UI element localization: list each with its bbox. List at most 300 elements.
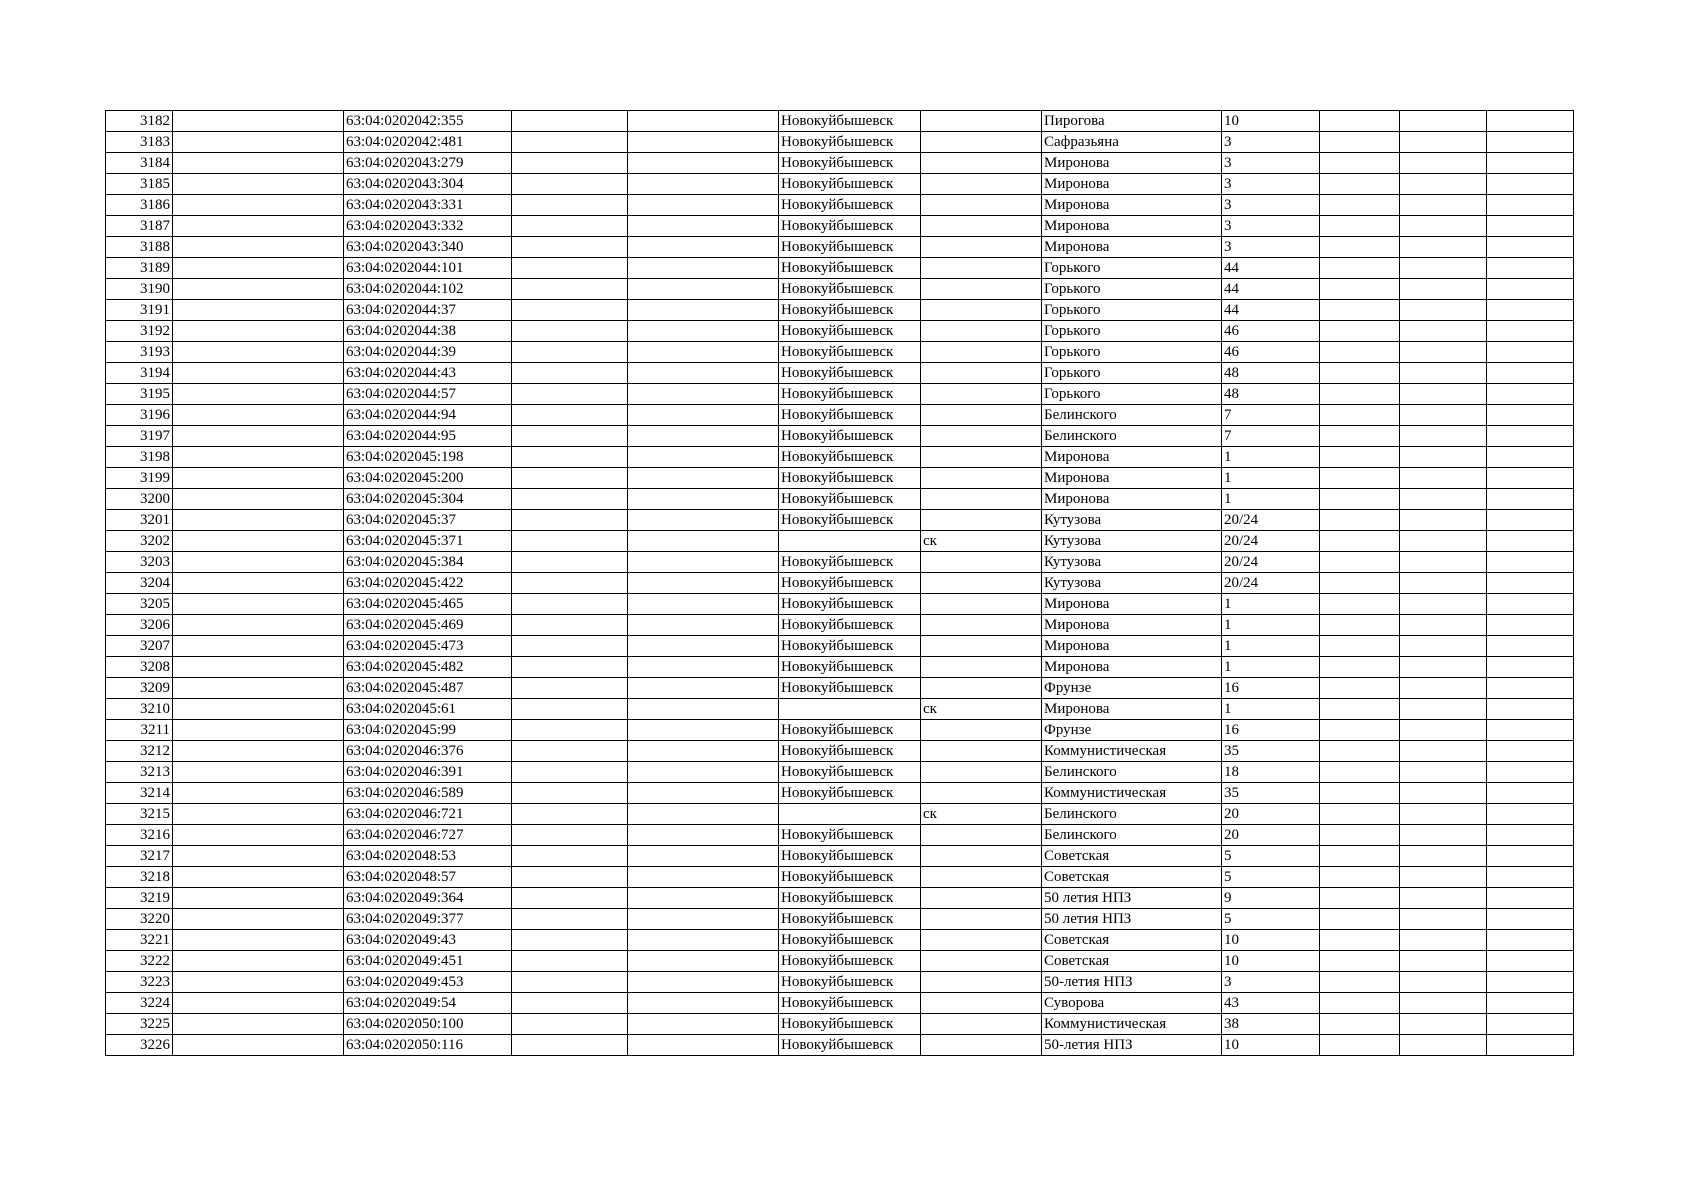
street-cell: Горького	[1042, 300, 1222, 321]
col-l-cell	[1487, 174, 1574, 195]
col-e-cell	[628, 300, 779, 321]
col-e-cell	[628, 636, 779, 657]
col-d-cell	[512, 489, 628, 510]
city-cell: Новокуйбышевск	[779, 300, 921, 321]
table-row	[106, 405, 1574, 426]
col-l-cell	[1487, 741, 1574, 762]
cadastral-number-cell: 63:04:0202045:422	[344, 573, 512, 594]
col-e-cell	[628, 384, 779, 405]
table-row	[106, 531, 1574, 552]
col-e-cell	[628, 951, 779, 972]
col-l-cell	[1487, 405, 1574, 426]
house-number-cell: 46	[1222, 342, 1320, 363]
street-cell: Белинского	[1042, 804, 1222, 825]
col-j-cell	[1320, 804, 1400, 825]
col-d-cell	[512, 111, 628, 132]
cadastral-number-cell: 63:04:0202046:391	[344, 762, 512, 783]
col-k-cell	[1400, 741, 1487, 762]
col-k-cell	[1400, 384, 1487, 405]
col-b-cell	[173, 741, 344, 762]
col-k-cell	[1400, 279, 1487, 300]
house-number-cell: 3	[1222, 132, 1320, 153]
cadastral-number-cell: 63:04:0202044:39	[344, 342, 512, 363]
row-number-cell: 3203	[106, 552, 173, 573]
cadastral-number-cell: 63:04:0202044:102	[344, 279, 512, 300]
settlement-type-cell	[921, 909, 1042, 930]
table-row	[106, 804, 1574, 825]
col-j-cell	[1320, 195, 1400, 216]
city-cell	[779, 699, 921, 720]
house-number-cell: 3	[1222, 237, 1320, 258]
col-b-cell	[173, 405, 344, 426]
table-row	[106, 195, 1574, 216]
col-d-cell	[512, 216, 628, 237]
col-k-cell	[1400, 510, 1487, 531]
street-cell: Суворова	[1042, 993, 1222, 1014]
col-d-cell	[512, 1014, 628, 1035]
col-k-cell	[1400, 783, 1487, 804]
col-l-cell	[1487, 384, 1574, 405]
col-d-cell	[512, 195, 628, 216]
row-number-cell: 3198	[106, 447, 173, 468]
col-d-cell	[512, 594, 628, 615]
col-k-cell	[1400, 972, 1487, 993]
settlement-type-cell	[921, 552, 1042, 573]
house-number-cell: 7	[1222, 405, 1320, 426]
col-b-cell	[173, 636, 344, 657]
col-b-cell	[173, 321, 344, 342]
col-l-cell	[1487, 1014, 1574, 1035]
settlement-type-cell	[921, 468, 1042, 489]
row-number-cell: 3226	[106, 1035, 173, 1056]
col-d-cell	[512, 153, 628, 174]
house-number-cell: 10	[1222, 1035, 1320, 1056]
col-j-cell	[1320, 447, 1400, 468]
settlement-type-cell	[921, 447, 1042, 468]
house-number-cell: 1	[1222, 489, 1320, 510]
col-l-cell	[1487, 132, 1574, 153]
col-k-cell	[1400, 552, 1487, 573]
col-l-cell	[1487, 552, 1574, 573]
col-b-cell	[173, 237, 344, 258]
settlement-type-cell	[921, 615, 1042, 636]
col-b-cell	[173, 174, 344, 195]
col-k-cell	[1400, 132, 1487, 153]
settlement-type-cell	[921, 489, 1042, 510]
city-cell: Новокуйбышевск	[779, 468, 921, 489]
house-number-cell: 1	[1222, 657, 1320, 678]
col-l-cell	[1487, 594, 1574, 615]
col-l-cell	[1487, 678, 1574, 699]
settlement-type-cell: ск	[921, 531, 1042, 552]
col-j-cell	[1320, 867, 1400, 888]
col-l-cell	[1487, 993, 1574, 1014]
row-number-cell: 3211	[106, 720, 173, 741]
house-number-cell: 20	[1222, 804, 1320, 825]
table-row	[106, 552, 1574, 573]
cadastral-number-cell: 63:04:0202048:53	[344, 846, 512, 867]
row-number-cell: 3202	[106, 531, 173, 552]
settlement-type-cell: ск	[921, 804, 1042, 825]
city-cell: Новокуйбышевск	[779, 342, 921, 363]
col-j-cell	[1320, 426, 1400, 447]
col-d-cell	[512, 657, 628, 678]
col-l-cell	[1487, 111, 1574, 132]
col-l-cell	[1487, 573, 1574, 594]
street-cell: Горького	[1042, 363, 1222, 384]
col-j-cell	[1320, 489, 1400, 510]
house-number-cell: 3	[1222, 216, 1320, 237]
settlement-type-cell	[921, 783, 1042, 804]
col-b-cell	[173, 300, 344, 321]
settlement-type-cell	[921, 363, 1042, 384]
col-b-cell	[173, 552, 344, 573]
table-row	[106, 111, 1574, 132]
col-e-cell	[628, 552, 779, 573]
col-b-cell	[173, 699, 344, 720]
table-row	[106, 384, 1574, 405]
house-number-cell: 10	[1222, 930, 1320, 951]
col-d-cell	[512, 867, 628, 888]
settlement-type-cell	[921, 405, 1042, 426]
city-cell: Новокуйбышевск	[779, 195, 921, 216]
city-cell: Новокуйбышевск	[779, 615, 921, 636]
col-k-cell	[1400, 993, 1487, 1014]
cadastral-number-cell: 63:04:0202045:198	[344, 447, 512, 468]
street-cell: Коммунистическая	[1042, 1014, 1222, 1035]
col-k-cell	[1400, 657, 1487, 678]
col-k-cell	[1400, 300, 1487, 321]
col-l-cell	[1487, 909, 1574, 930]
col-k-cell	[1400, 804, 1487, 825]
col-j-cell	[1320, 132, 1400, 153]
col-l-cell	[1487, 195, 1574, 216]
street-cell: Миронова	[1042, 174, 1222, 195]
row-number-cell: 3190	[106, 279, 173, 300]
col-b-cell	[173, 909, 344, 930]
table-row	[106, 762, 1574, 783]
cadastral-number-cell: 63:04:0202050:100	[344, 1014, 512, 1035]
street-cell: Горького	[1042, 321, 1222, 342]
col-b-cell	[173, 489, 344, 510]
house-number-cell: 44	[1222, 300, 1320, 321]
cadastral-number-cell: 63:04:0202042:481	[344, 132, 512, 153]
cadastral-number-cell: 63:04:0202045:200	[344, 468, 512, 489]
col-b-cell	[173, 426, 344, 447]
city-cell: Новокуйбышевск	[779, 426, 921, 447]
table-row	[106, 447, 1574, 468]
col-d-cell	[512, 1035, 628, 1056]
col-b-cell	[173, 111, 344, 132]
col-j-cell	[1320, 531, 1400, 552]
settlement-type-cell	[921, 258, 1042, 279]
settlement-type-cell	[921, 111, 1042, 132]
settlement-type-cell	[921, 132, 1042, 153]
col-d-cell	[512, 972, 628, 993]
col-d-cell	[512, 405, 628, 426]
col-b-cell	[173, 363, 344, 384]
col-j-cell	[1320, 678, 1400, 699]
col-b-cell	[173, 384, 344, 405]
street-cell: Кутузова	[1042, 552, 1222, 573]
cadastral-number-cell: 63:04:0202049:377	[344, 909, 512, 930]
col-e-cell	[628, 615, 779, 636]
table-row	[106, 174, 1574, 195]
col-e-cell	[628, 405, 779, 426]
col-j-cell	[1320, 636, 1400, 657]
col-j-cell	[1320, 279, 1400, 300]
col-d-cell	[512, 699, 628, 720]
settlement-type-cell	[921, 636, 1042, 657]
data-table	[105, 110, 1574, 1056]
row-number-cell: 3224	[106, 993, 173, 1014]
table-row	[106, 909, 1574, 930]
table-row	[106, 825, 1574, 846]
col-k-cell	[1400, 237, 1487, 258]
house-number-cell: 44	[1222, 258, 1320, 279]
settlement-type-cell	[921, 762, 1042, 783]
col-d-cell	[512, 783, 628, 804]
settlement-type-cell: ск	[921, 699, 1042, 720]
col-e-cell	[628, 237, 779, 258]
street-cell: Миронова	[1042, 153, 1222, 174]
col-b-cell	[173, 930, 344, 951]
city-cell: Новокуйбышевск	[779, 762, 921, 783]
house-number-cell: 5	[1222, 867, 1320, 888]
col-l-cell	[1487, 825, 1574, 846]
col-e-cell	[628, 321, 779, 342]
col-b-cell	[173, 153, 344, 174]
house-number-cell: 20	[1222, 825, 1320, 846]
col-k-cell	[1400, 216, 1487, 237]
col-e-cell	[628, 825, 779, 846]
col-b-cell	[173, 657, 344, 678]
col-j-cell	[1320, 888, 1400, 909]
col-j-cell	[1320, 321, 1400, 342]
table-row	[106, 300, 1574, 321]
street-cell: Белинского	[1042, 762, 1222, 783]
city-cell: Новокуйбышевск	[779, 153, 921, 174]
col-k-cell	[1400, 321, 1487, 342]
settlement-type-cell	[921, 888, 1042, 909]
row-number-cell: 3192	[106, 321, 173, 342]
col-k-cell	[1400, 447, 1487, 468]
col-l-cell	[1487, 720, 1574, 741]
row-number-cell: 3219	[106, 888, 173, 909]
col-b-cell	[173, 951, 344, 972]
col-d-cell	[512, 552, 628, 573]
house-number-cell: 10	[1222, 111, 1320, 132]
col-l-cell	[1487, 867, 1574, 888]
col-j-cell	[1320, 951, 1400, 972]
row-number-cell: 3191	[106, 300, 173, 321]
house-number-cell: 7	[1222, 426, 1320, 447]
table-row	[106, 363, 1574, 384]
cadastral-number-cell: 63:04:0202046:727	[344, 825, 512, 846]
table-row	[106, 678, 1574, 699]
street-cell: Фрунзе	[1042, 720, 1222, 741]
row-number-cell: 3197	[106, 426, 173, 447]
settlement-type-cell	[921, 174, 1042, 195]
col-d-cell	[512, 909, 628, 930]
col-k-cell	[1400, 762, 1487, 783]
col-b-cell	[173, 195, 344, 216]
street-cell: Миронова	[1042, 636, 1222, 657]
city-cell: Новокуйбышевск	[779, 132, 921, 153]
col-e-cell	[628, 867, 779, 888]
street-cell: Белинского	[1042, 426, 1222, 447]
cadastral-number-cell: 63:04:0202044:38	[344, 321, 512, 342]
col-k-cell	[1400, 888, 1487, 909]
row-number-cell: 3195	[106, 384, 173, 405]
row-number-cell: 3182	[106, 111, 173, 132]
street-cell: Пирогова	[1042, 111, 1222, 132]
col-e-cell	[628, 594, 779, 615]
row-number-cell: 3218	[106, 867, 173, 888]
col-j-cell	[1320, 363, 1400, 384]
table-row	[106, 951, 1574, 972]
settlement-type-cell	[921, 993, 1042, 1014]
col-j-cell	[1320, 1035, 1400, 1056]
cadastral-number-cell: 63:04:0202049:43	[344, 930, 512, 951]
row-number-cell: 3216	[106, 825, 173, 846]
col-b-cell	[173, 342, 344, 363]
col-b-cell	[173, 615, 344, 636]
street-cell: Миронова	[1042, 447, 1222, 468]
row-number-cell: 3215	[106, 804, 173, 825]
table-row	[106, 888, 1574, 909]
col-l-cell	[1487, 972, 1574, 993]
city-cell: Новокуйбышевск	[779, 1014, 921, 1035]
cadastral-number-cell: 63:04:0202045:99	[344, 720, 512, 741]
col-d-cell	[512, 888, 628, 909]
col-k-cell	[1400, 258, 1487, 279]
row-number-cell: 3206	[106, 615, 173, 636]
city-cell: Новокуйбышевск	[779, 111, 921, 132]
settlement-type-cell	[921, 195, 1042, 216]
col-k-cell	[1400, 489, 1487, 510]
row-number-cell: 3199	[106, 468, 173, 489]
col-d-cell	[512, 510, 628, 531]
city-cell: Новокуйбышевск	[779, 552, 921, 573]
col-d-cell	[512, 636, 628, 657]
col-b-cell	[173, 825, 344, 846]
house-number-cell: 1	[1222, 615, 1320, 636]
col-d-cell	[512, 363, 628, 384]
col-d-cell	[512, 846, 628, 867]
col-l-cell	[1487, 636, 1574, 657]
settlement-type-cell	[921, 510, 1042, 531]
house-number-cell: 35	[1222, 783, 1320, 804]
col-b-cell	[173, 510, 344, 531]
street-cell: Миронова	[1042, 615, 1222, 636]
row-number-cell: 3189	[106, 258, 173, 279]
house-number-cell: 3	[1222, 174, 1320, 195]
settlement-type-cell	[921, 678, 1042, 699]
city-cell: Новокуйбышевск	[779, 951, 921, 972]
col-k-cell	[1400, 153, 1487, 174]
house-number-cell: 9	[1222, 888, 1320, 909]
city-cell: Новокуйбышевск	[779, 237, 921, 258]
col-b-cell	[173, 762, 344, 783]
house-number-cell: 5	[1222, 909, 1320, 930]
col-e-cell	[628, 657, 779, 678]
col-j-cell	[1320, 720, 1400, 741]
col-e-cell	[628, 447, 779, 468]
cadastral-number-cell: 63:04:0202045:304	[344, 489, 512, 510]
col-l-cell	[1487, 657, 1574, 678]
row-number-cell: 3207	[106, 636, 173, 657]
cadastral-number-cell: 63:04:0202045:487	[344, 678, 512, 699]
table-row	[106, 699, 1574, 720]
city-cell: Новокуйбышевск	[779, 510, 921, 531]
col-l-cell	[1487, 510, 1574, 531]
col-b-cell	[173, 447, 344, 468]
city-cell: Новокуйбышевск	[779, 888, 921, 909]
col-b-cell	[173, 468, 344, 489]
table-row	[106, 153, 1574, 174]
col-k-cell	[1400, 342, 1487, 363]
col-l-cell	[1487, 447, 1574, 468]
col-j-cell	[1320, 111, 1400, 132]
col-l-cell	[1487, 321, 1574, 342]
col-e-cell	[628, 573, 779, 594]
street-cell: 50 летия НПЗ	[1042, 888, 1222, 909]
col-j-cell	[1320, 573, 1400, 594]
house-number-cell: 18	[1222, 762, 1320, 783]
street-cell: Миронова	[1042, 657, 1222, 678]
col-d-cell	[512, 279, 628, 300]
col-k-cell	[1400, 531, 1487, 552]
cadastral-number-cell: 63:04:0202045:482	[344, 657, 512, 678]
col-e-cell	[628, 132, 779, 153]
col-d-cell	[512, 741, 628, 762]
col-j-cell	[1320, 468, 1400, 489]
col-k-cell	[1400, 699, 1487, 720]
cadastral-number-cell: 63:04:0202045:371	[344, 531, 512, 552]
col-l-cell	[1487, 615, 1574, 636]
col-e-cell	[628, 741, 779, 762]
col-j-cell	[1320, 237, 1400, 258]
col-j-cell	[1320, 846, 1400, 867]
street-cell: 50 летия НПЗ	[1042, 909, 1222, 930]
house-number-cell: 3	[1222, 195, 1320, 216]
col-l-cell	[1487, 279, 1574, 300]
col-d-cell	[512, 825, 628, 846]
col-j-cell	[1320, 825, 1400, 846]
row-number-cell: 3223	[106, 972, 173, 993]
table-body	[106, 111, 1574, 1056]
house-number-cell: 35	[1222, 741, 1320, 762]
table-row	[106, 342, 1574, 363]
col-j-cell	[1320, 300, 1400, 321]
col-j-cell	[1320, 216, 1400, 237]
cadastral-number-cell: 63:04:0202049:451	[344, 951, 512, 972]
table-row	[106, 657, 1574, 678]
col-l-cell	[1487, 216, 1574, 237]
col-l-cell	[1487, 930, 1574, 951]
city-cell: Новокуйбышевск	[779, 321, 921, 342]
col-k-cell	[1400, 846, 1487, 867]
house-number-cell: 1	[1222, 699, 1320, 720]
street-cell: Белинского	[1042, 825, 1222, 846]
col-j-cell	[1320, 783, 1400, 804]
table-row	[106, 846, 1574, 867]
col-b-cell	[173, 594, 344, 615]
col-l-cell	[1487, 951, 1574, 972]
settlement-type-cell	[921, 216, 1042, 237]
city-cell: Новокуйбышевск	[779, 741, 921, 762]
